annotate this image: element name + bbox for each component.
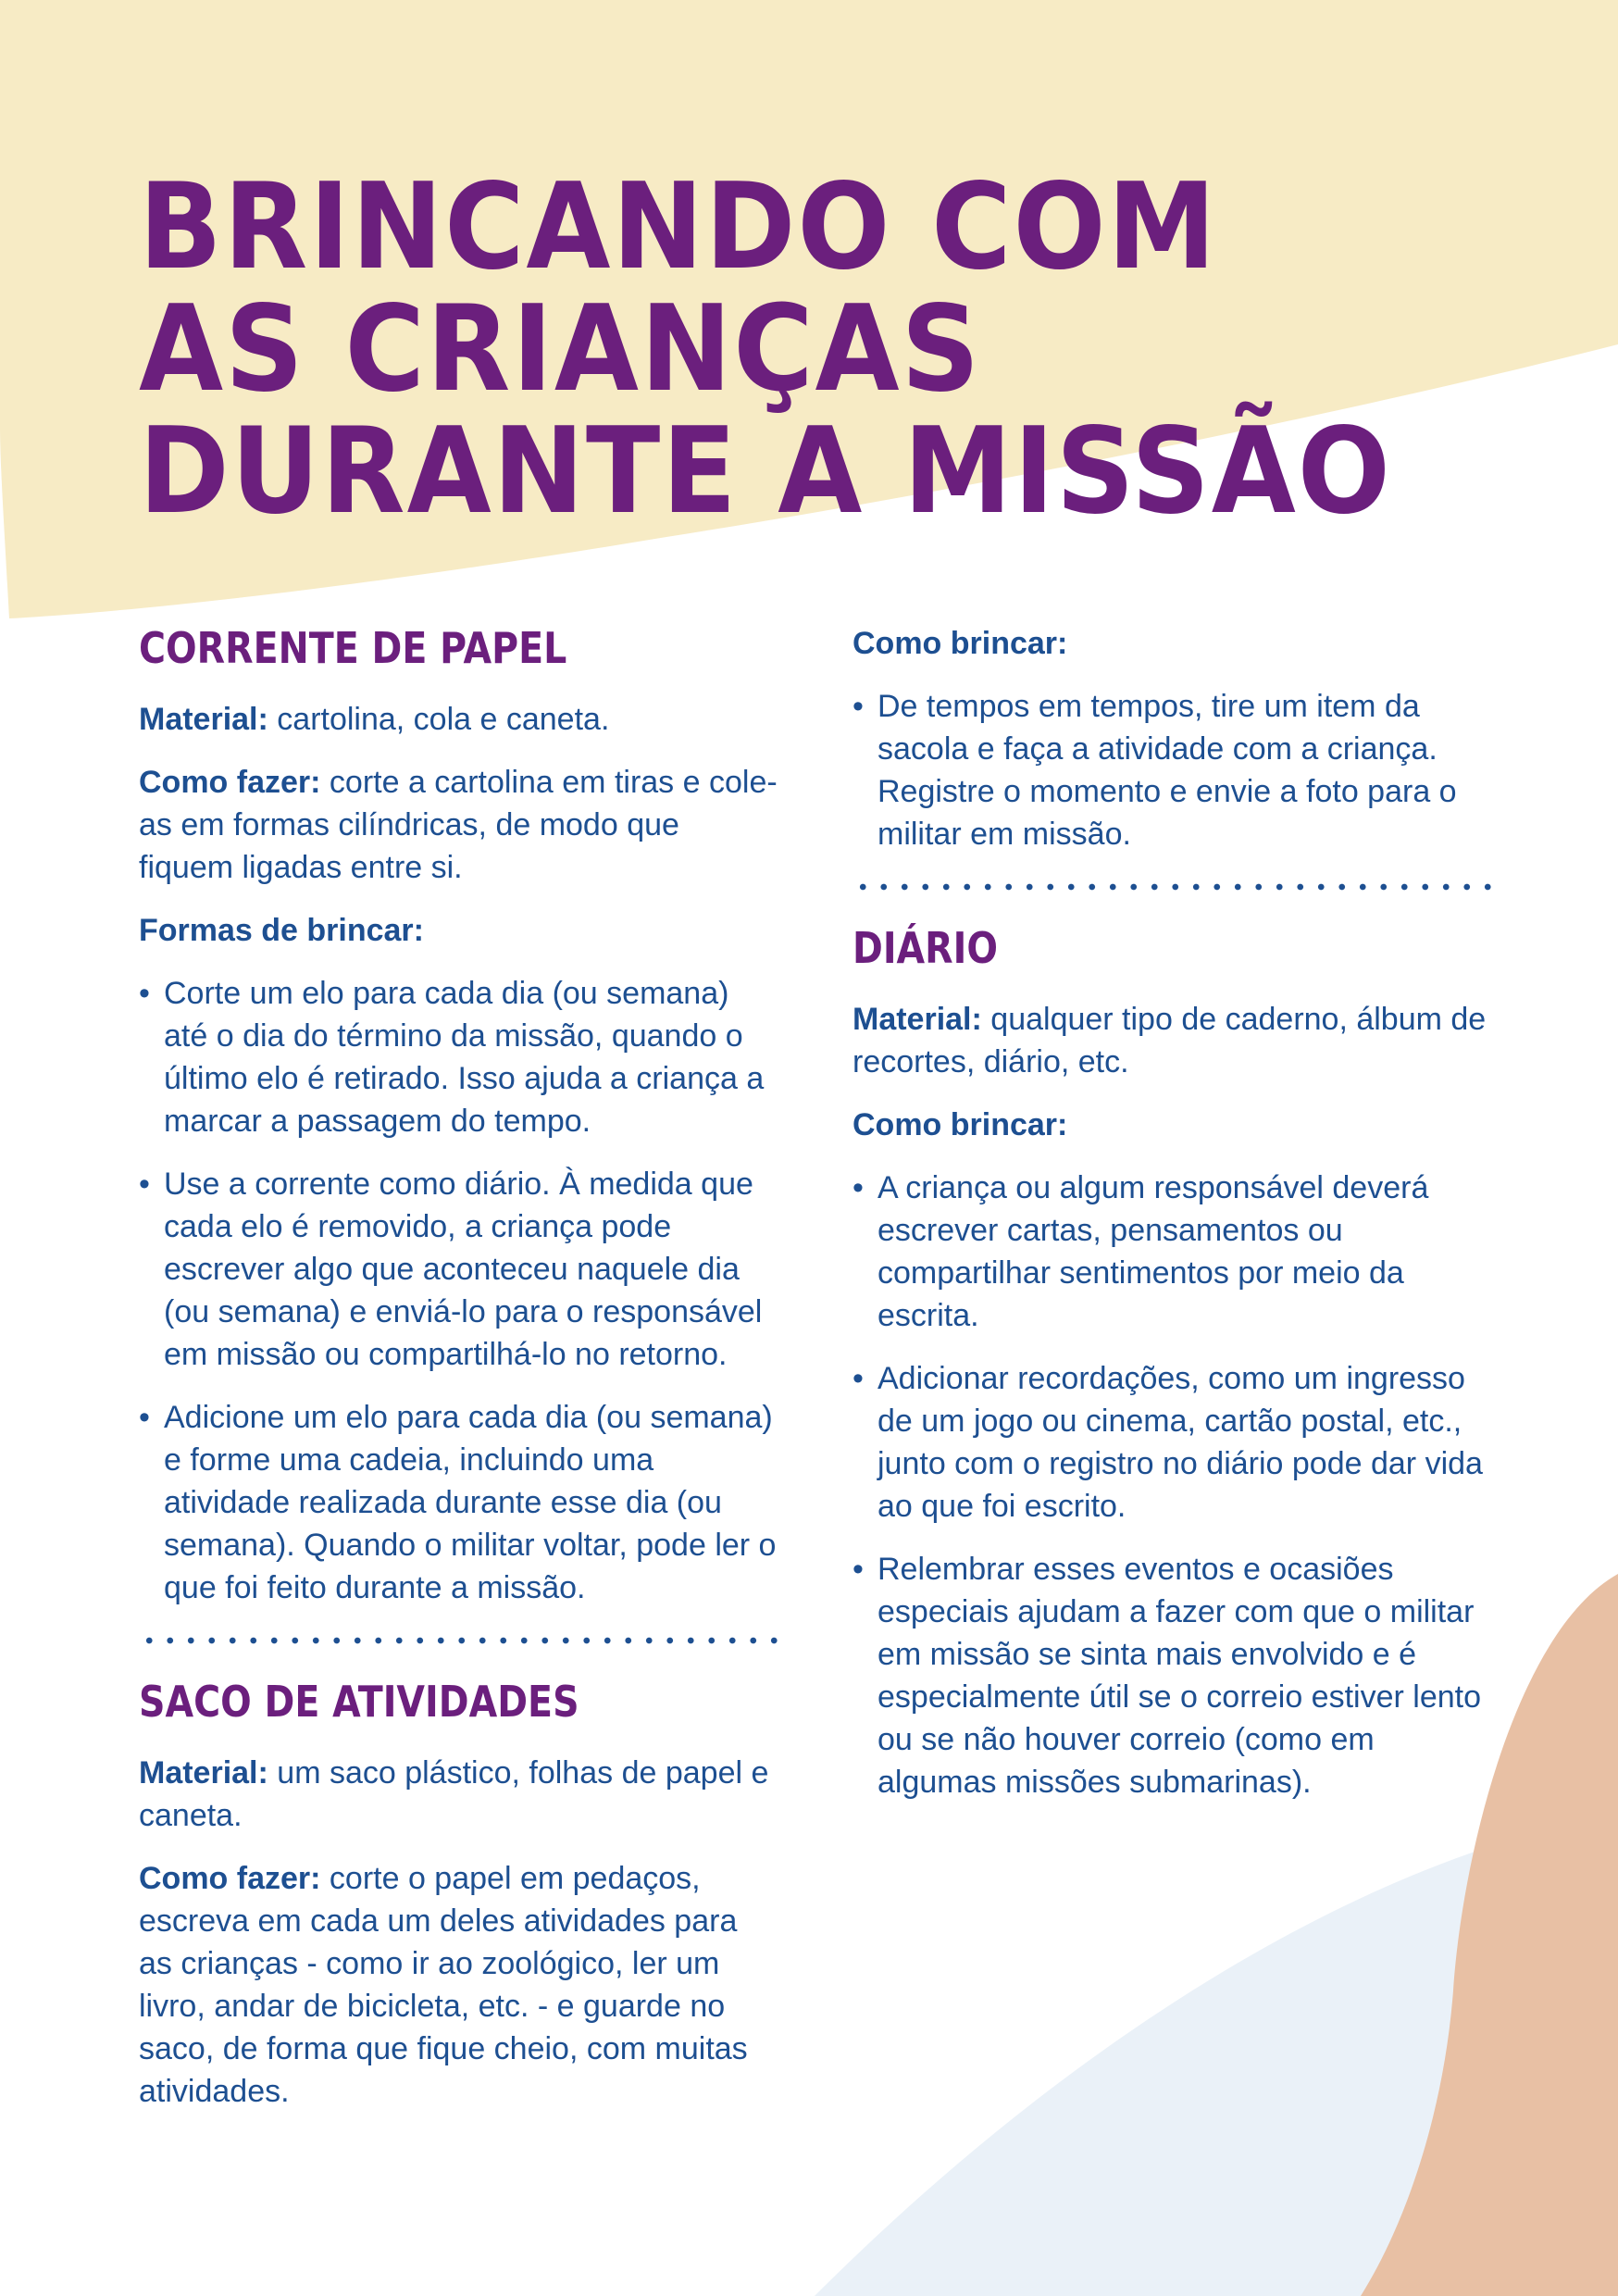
material-label: Material: bbox=[139, 702, 268, 737]
list-item-text: Adicionar recordações, como um ingresso de um jogo ou cinema, cartão postal, etc., junto com o registro no diário pode dar vida ao que foi escrito. bbox=[877, 1361, 1483, 1524]
bullet-icon: • bbox=[139, 1400, 150, 1435]
bullet-icon: • bbox=[853, 689, 864, 724]
list-item-text: Corte um elo para cada dia (ou semana) até o dia do término da missão, quando o último elo é retirado. Isso ajuda a criança a marcar a passagem do tempo. bbox=[164, 976, 765, 1139]
formas-de-brincar-label: Formas de brincar: bbox=[139, 913, 424, 948]
list-item bbox=[853, 1167, 1500, 1337]
list-item-text: Adicione um elo para cada dia (ou semana) e forme uma cadeia, incluindo uma atividade realizada durante esse dia (ou semana). Quando o militar voltar, pode ler o que foi feito durante a missão. bbox=[164, 1400, 777, 1605]
right-column bbox=[853, 622, 1500, 1824]
bullet-icon: • bbox=[139, 1167, 150, 1202]
saco-como-fazer bbox=[139, 1857, 778, 2113]
list-item bbox=[139, 1396, 778, 1609]
list-item-text: De tempos em tempos, tire um item da sacola e faça a atividade com a criança. Registre o momento e envie a foto para o militar em missão. bbox=[877, 689, 1457, 852]
left-column bbox=[139, 622, 778, 2133]
corrente-como-fazer bbox=[139, 761, 778, 889]
list-item-text: Use a corrente como diário. À medida que cada elo é removido, a criança pode escrever algo que aconteceu naquele dia (ou semana) e enviá-lo para o responsável em missão ou compartilhá-lo no retorno. bbox=[164, 1167, 763, 1372]
dotted-divider bbox=[139, 1637, 778, 1644]
como-fazer-label: Como fazer: bbox=[139, 765, 321, 800]
material-text: qualquer tipo de caderno, álbum de recortes, diário, etc. bbox=[853, 1002, 1487, 1079]
saco-brincar-list bbox=[853, 685, 1500, 855]
page-title-text: BRINCANDO COM AS CRIANÇAS DURANTE A MISSÃO bbox=[139, 158, 1392, 541]
list-item-text: A criança ou algum responsável deverá escrever cartas, pensamentos ou compartilhar sentimentos por meio da escrita. bbox=[877, 1170, 1429, 1333]
list-item bbox=[853, 685, 1500, 855]
diario-material bbox=[853, 998, 1500, 1083]
bullet-icon: • bbox=[139, 976, 150, 1011]
section-heading-corrente: CORRENTE DE PAPEL bbox=[139, 623, 567, 673]
list-item bbox=[853, 1357, 1500, 1528]
material-label: Material: bbox=[853, 1002, 982, 1037]
dotted-divider bbox=[853, 883, 1500, 891]
page-title bbox=[139, 158, 1392, 541]
section-heading-saco: SACO DE ATIVIDADES bbox=[139, 1677, 579, 1727]
section-heading-diario: DIÁRIO bbox=[853, 923, 998, 973]
list-item-text: Relembrar esses eventos e ocasiões especiais ajudam a fazer com que o militar em missão se sinta mais envolvido e é especialmente útil se o correio estiver lento ou se não houver correio (como em algumas missões submarinas). bbox=[877, 1552, 1481, 1800]
como-fazer-text: corte a cartolina em tiras e cole-as em formas cilíndricas, de modo que fiquem ligadas entre si. bbox=[139, 765, 778, 885]
material-text: cartolina, cola e caneta. bbox=[277, 702, 610, 737]
bullet-icon: • bbox=[853, 1552, 864, 1587]
como-brincar-label: Como brincar: bbox=[853, 626, 1068, 661]
material-text: um saco plástico, folhas de papel e caneta. bbox=[139, 1755, 769, 1833]
list-item bbox=[139, 1163, 778, 1376]
diario-list bbox=[853, 1167, 1500, 1803]
como-fazer-text: corte o papel em pedaços, escreva em cada um deles atividades para as crianças - como ir ao zoológico, ler um livro, andar de bicicleta, etc. - e guarde no saco, de forma que fique cheio, com muitas atividades. bbox=[139, 1861, 748, 2109]
como-brincar-label: Como brincar: bbox=[853, 1107, 1068, 1142]
corrente-list bbox=[139, 972, 778, 1609]
como-fazer-label: Como fazer: bbox=[139, 1861, 321, 1896]
bullet-icon: • bbox=[853, 1361, 864, 1396]
bullet-icon: • bbox=[853, 1170, 864, 1205]
saco-material bbox=[139, 1752, 778, 1837]
list-item bbox=[139, 972, 778, 1142]
list-item bbox=[853, 1548, 1500, 1803]
material-label: Material: bbox=[139, 1755, 268, 1791]
corrente-material bbox=[139, 698, 778, 741]
